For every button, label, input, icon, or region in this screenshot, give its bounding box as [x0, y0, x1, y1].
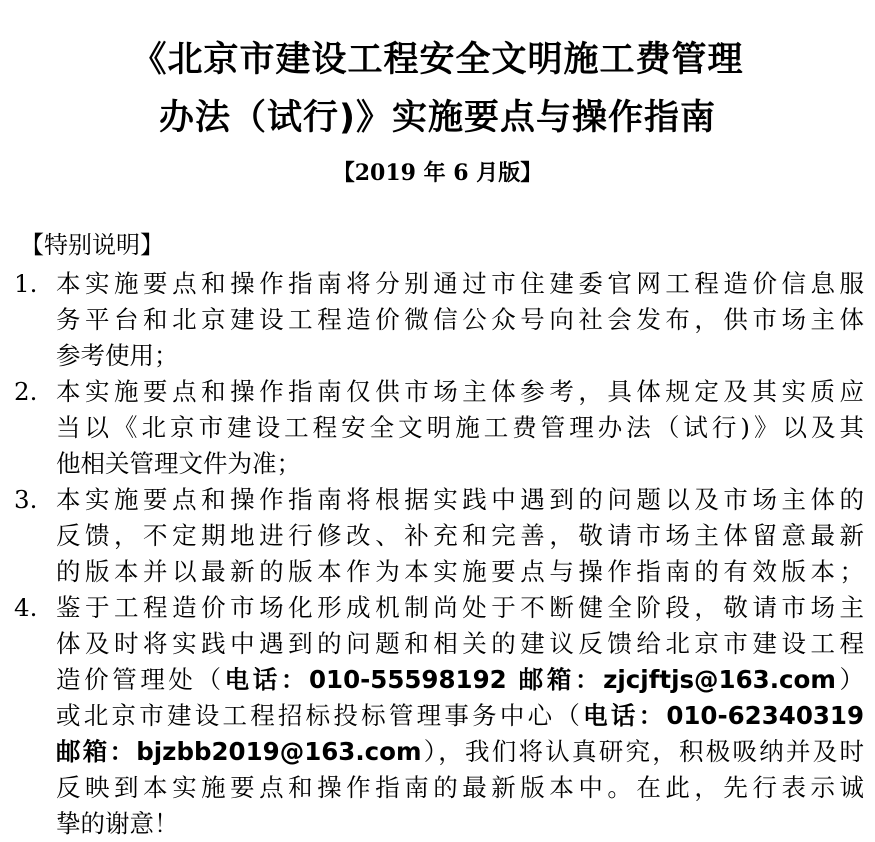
note-item-1	[14, 266, 864, 374]
note-text-line: 反馈，不定期地进行修改、补充和完善，敬请市场主体留意最新	[56, 521, 864, 550]
note-text-line: 鉴于工程造价市场化形成机制尚处于不断健全阶段，敬请市场主	[56, 593, 864, 622]
note-text-line: 本实施要点和操作指南将根据实践中遇到的问题以及市场主体的	[56, 485, 864, 514]
edition-label: 【2019 年 6 月版】	[332, 160, 543, 186]
note-number: 2.	[14, 377, 38, 406]
note-text-segment: 造价管理处（	[56, 665, 225, 694]
contact-bidding-center-phone: 电话：010-62340319	[583, 701, 865, 730]
note-text-line: 务平台和北京建设工程造价微信公众号向社会发布，供市场主体	[56, 305, 864, 334]
note-item-4	[14, 590, 864, 842]
special-notes-heading: 【特别说明】	[20, 231, 164, 259]
title-line-2: 办法（试行)》实施要点与操作指南	[159, 98, 716, 139]
note-text-line: 的版本并以最新的版本作为本实施要点与操作指南的有效版本；	[56, 557, 864, 586]
note-text-line	[56, 734, 864, 770]
note-number: 4.	[14, 593, 38, 622]
document-title	[0, 31, 875, 147]
note-text-segment: ），我们将认真研究，积极吸纳并及时	[421, 737, 865, 766]
note-text-line: 当以《北京市建设工程安全文明施工费管理办法（试行)》以及其	[56, 413, 864, 442]
note-number: 1.	[14, 269, 38, 298]
note-text-line: 本实施要点和操作指南将分别通过市住建委官网工程造价信息服	[56, 269, 864, 298]
note-text-segment: ）	[835, 665, 865, 694]
note-text-line	[56, 698, 864, 734]
note-text-line	[56, 662, 864, 698]
special-notes-list	[14, 266, 864, 842]
note-text-line: 挚的谢意！	[56, 809, 179, 838]
note-number: 3.	[14, 485, 38, 514]
note-text-segment: 或北京市建设工程招标投标管理事务中心（	[56, 701, 584, 730]
note-text-line: 反映到本实施要点和操作指南的最新版本中。在此，先行表示诚	[56, 773, 864, 802]
note-text-line: 本实施要点和操作指南仅供市场主体参考，具体规定及其实质应	[56, 377, 864, 406]
title-line-1: 《北京市建设工程安全文明施工费管理	[131, 40, 744, 81]
note-text-line: 参考使用；	[56, 341, 179, 370]
note-text-line: 体及时将实践中遇到的问题和相关的建议反馈给北京市建设工程	[56, 629, 864, 658]
note-item-2	[14, 374, 864, 482]
note-item-3	[14, 482, 864, 590]
note-text-line: 他相关管理文件为准；	[56, 449, 301, 478]
contact-pricing-office: 电话：010-55598192 邮箱：zjcjftjs@163.com	[224, 665, 836, 694]
contact-bidding-center-email: 邮箱：bjzbb2019@163.com	[56, 737, 422, 766]
